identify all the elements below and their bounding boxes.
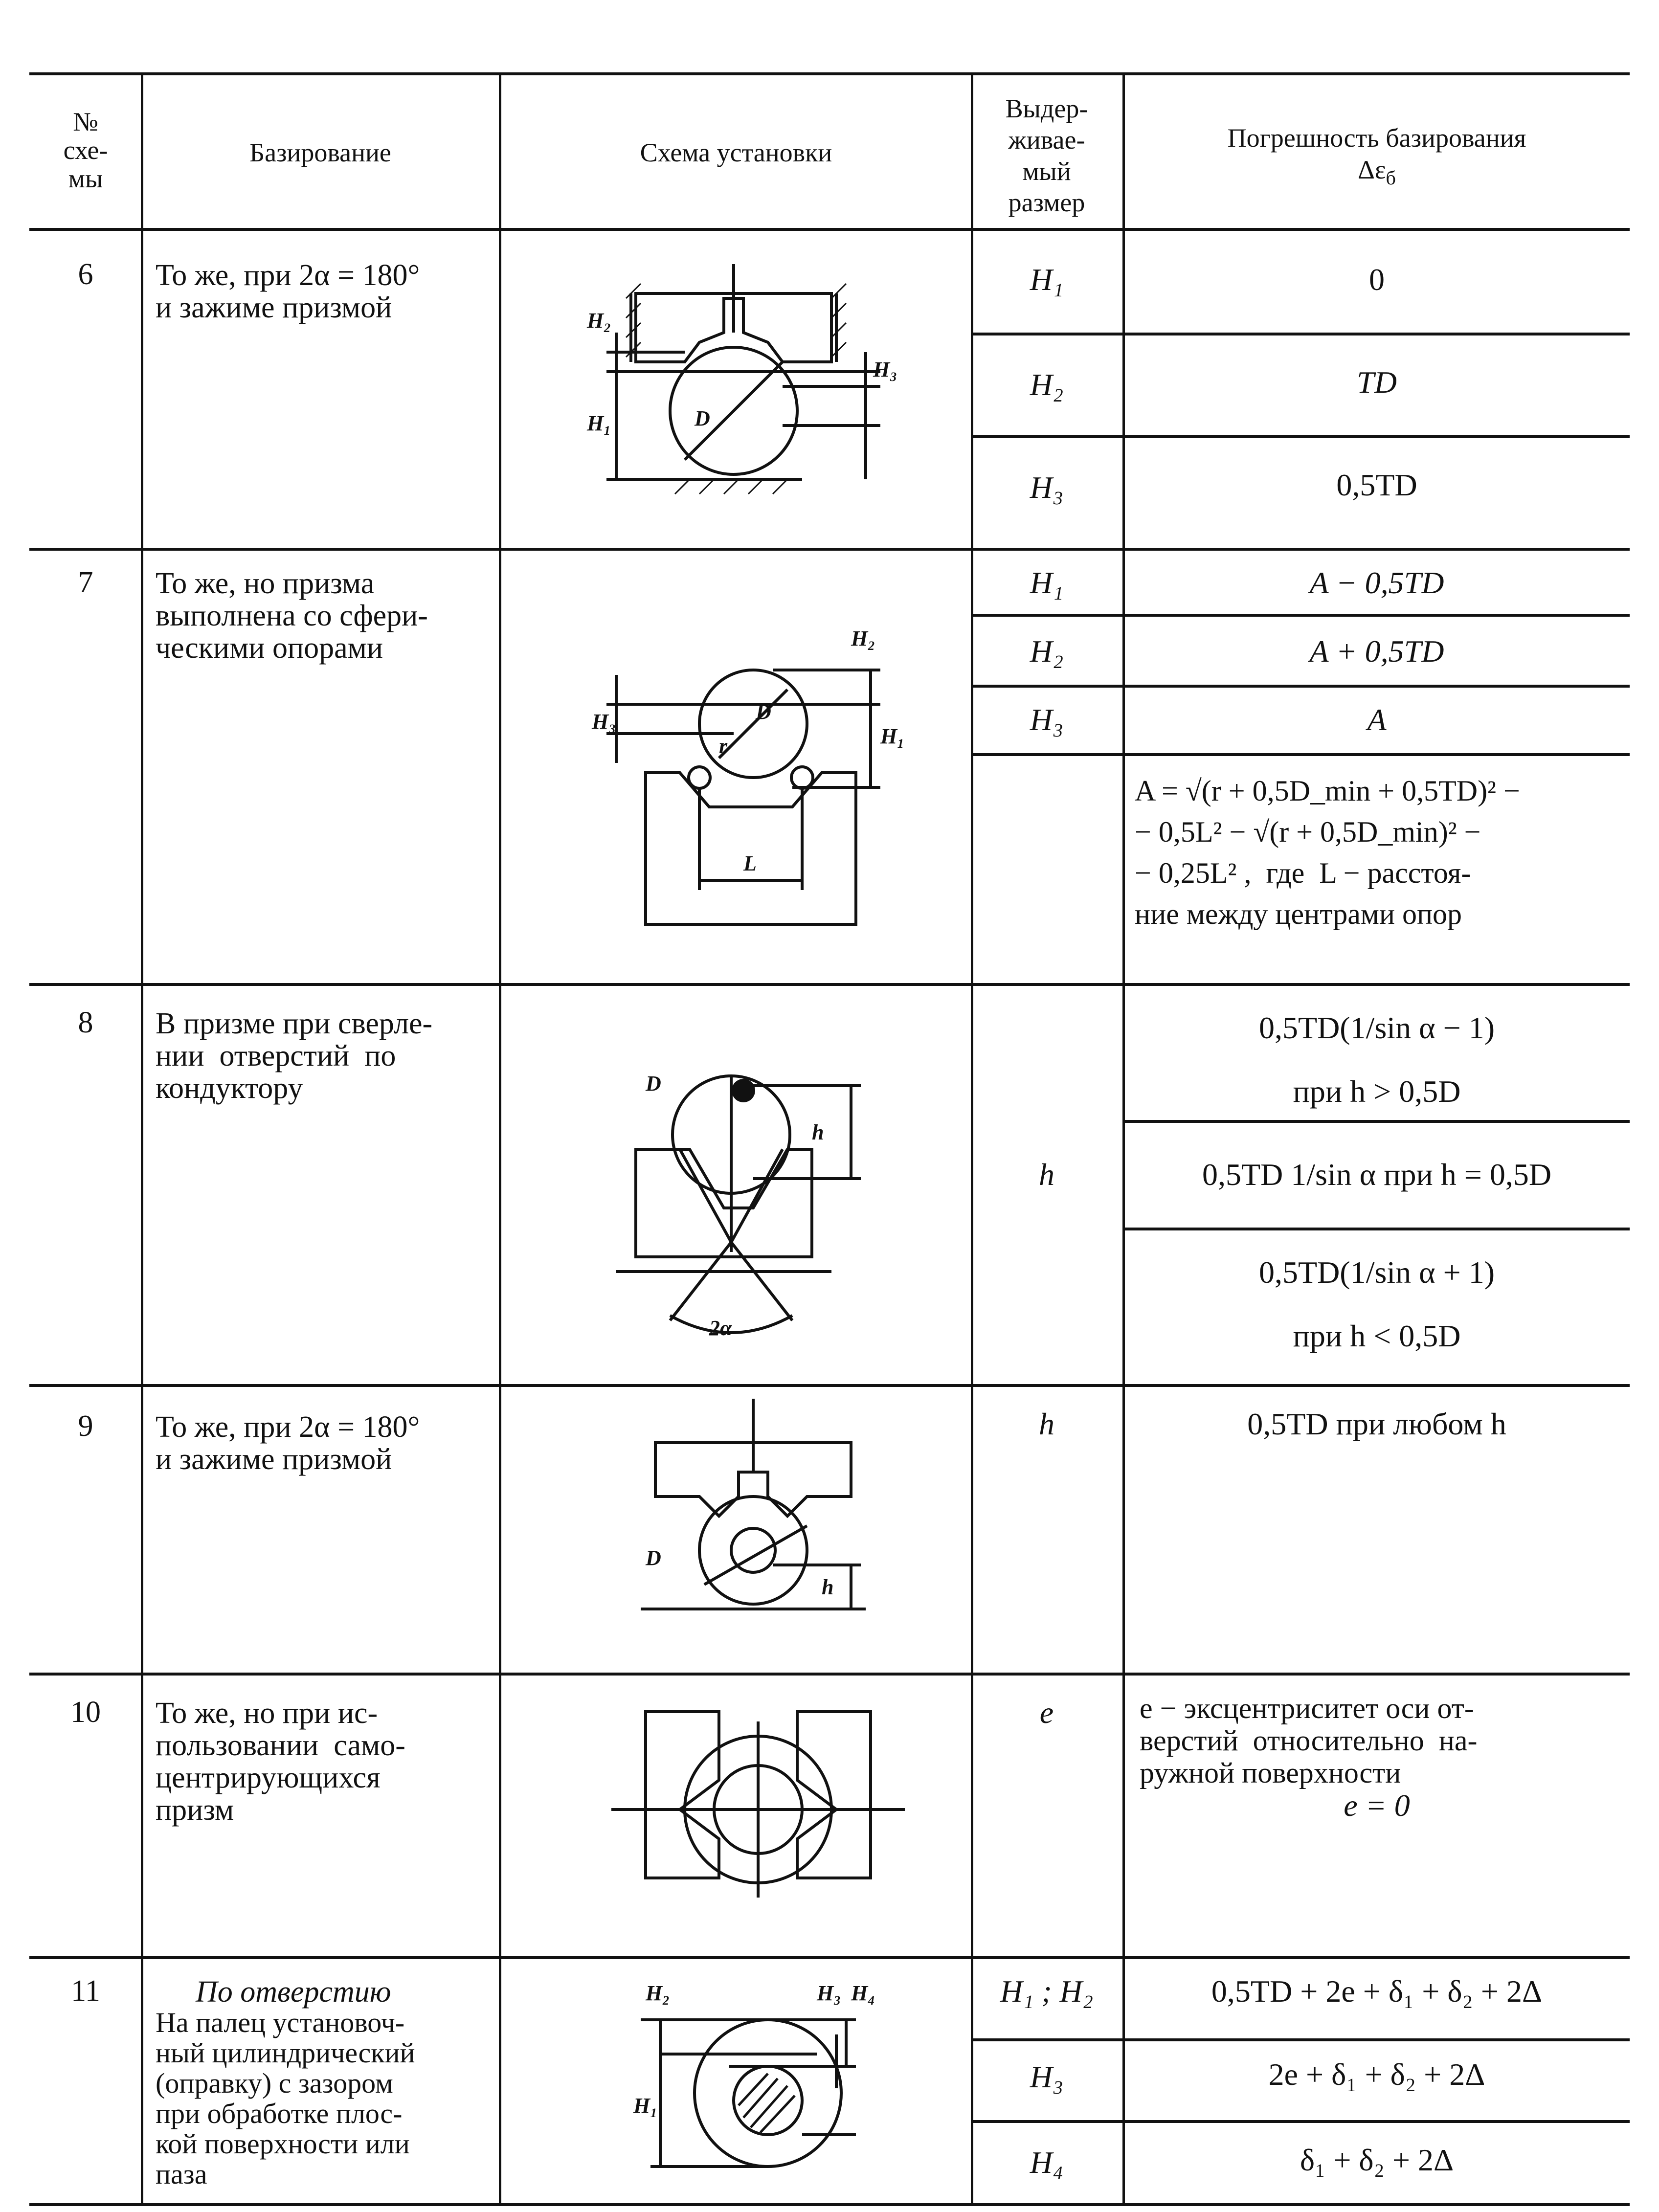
subrule-11b	[971, 2120, 1630, 2123]
col-rule-1	[141, 72, 143, 2205]
row10-dim: e	[1039, 1695, 1054, 1730]
header-error-symbol: Δε	[1358, 155, 1386, 184]
row11-label-h1: H₁	[633, 2094, 658, 2118]
header-scheme: Схема установки	[640, 138, 832, 167]
row8-label-2alpha: 2α	[709, 1316, 732, 1340]
row-rule-9-10	[29, 1673, 1630, 1676]
row11-error-2: 2e + δ₁ + δ₂ + 2Δ	[1268, 2057, 1485, 2092]
subrule-7a	[971, 614, 1630, 617]
header-num: № схе- мы	[63, 107, 108, 193]
row8-error-3-cond: при h < 0,5D	[1293, 1318, 1461, 1353]
row-rule-6-7	[29, 548, 1630, 551]
row7-dim-2: H₂	[1030, 634, 1064, 669]
row8-error-1-cond: при h > 0,5D	[1293, 1074, 1461, 1109]
subrule-11a	[971, 2038, 1630, 2041]
row11-label-h3: H₃	[817, 1981, 841, 2005]
row10-setup-diagram	[606, 1692, 910, 1927]
row11-error-3: δ₁ + δ₂ + 2Δ	[1300, 2143, 1454, 2177]
subrule-7c	[971, 753, 1630, 756]
row9-label-d: D	[646, 1546, 661, 1570]
header-error-symbol-wrap	[1125, 156, 1629, 188]
header-bottom-rule	[29, 228, 1630, 231]
row8-error-3: 0,5TD(1/sin α + 1)	[1258, 1255, 1495, 1290]
row7-error-2: A + 0,5TD	[1309, 634, 1444, 669]
row11-error-1: 0,5TD + 2e + δ₁ + δ₂ + 2Δ	[1211, 1974, 1543, 2009]
row-rule-10-11	[29, 1956, 1630, 1959]
row6-basing: То же, при 2α = 180° и зажиме призмой	[156, 259, 420, 324]
row9-label-h: h	[822, 1575, 834, 1599]
row9-dim: h	[1039, 1407, 1054, 1441]
row8-number: 8	[78, 1006, 93, 1039]
row9-basing: То же, при 2α = 180° и зажиме призмой	[156, 1410, 420, 1476]
row8-error-2: 0,5TD 1/sin α при h = 0,5D	[1202, 1157, 1552, 1192]
row6-dim-3: H₃	[1030, 470, 1064, 505]
table-top-rule	[29, 72, 1630, 75]
row9-setup-diagram	[626, 1399, 880, 1653]
row11-setup-diagram	[631, 1971, 895, 2201]
header-error-sub: б	[1386, 166, 1396, 189]
row8-error-1: 0,5TD(1/sin α − 1)	[1258, 1010, 1495, 1045]
row11-dim-1: H₁ ; H₂	[1000, 1974, 1094, 2009]
row7-label-r: r	[719, 734, 728, 758]
row7-number: 7	[78, 566, 93, 599]
row8-label-d: D	[646, 1072, 661, 1095]
row-rule-8-9	[29, 1384, 1630, 1387]
row11-dim-3: H₄	[1030, 2145, 1064, 2180]
subrule-8b	[1122, 1228, 1630, 1230]
row11-label-h2: H₂	[646, 1981, 670, 2005]
subrule-6b	[971, 435, 1630, 438]
row7-dim-3: H₃	[1030, 702, 1064, 737]
row6-label-h2: H₂	[587, 309, 611, 333]
row7-dim-1: H₁	[1030, 565, 1064, 600]
row7-label-d: D	[756, 700, 771, 724]
row9-number: 9	[78, 1409, 93, 1443]
row10-error-value: e = 0	[1344, 1788, 1410, 1823]
row6-error-1: 0	[1369, 262, 1385, 297]
subrule-8a	[1122, 1120, 1630, 1123]
row11-number: 11	[71, 1974, 100, 2008]
row6-label-d: D	[695, 406, 710, 430]
row7-error-3: A	[1367, 702, 1387, 737]
row10-basing: То же, но при ис- пользовании само- центрирующихся призм	[156, 1697, 405, 1827]
row7-label-h3: H₃	[592, 710, 616, 734]
col-rule-2	[499, 72, 501, 2205]
row11-dim-2: H₃	[1030, 2059, 1064, 2094]
row8-dim: h	[1039, 1157, 1054, 1192]
row8-setup-diagram	[606, 1037, 900, 1350]
row9-error: 0,5TD при любом h	[1247, 1407, 1506, 1441]
row11-label-h4: H₄	[851, 1981, 875, 2005]
row7-error-1: A − 0,5TD	[1309, 565, 1444, 600]
row6-label-h1: H₁	[587, 411, 611, 435]
row6-label-h3: H₃	[873, 357, 897, 381]
row6-setup-diagram	[577, 264, 900, 504]
row6-dim-1: H₁	[1030, 262, 1064, 297]
header-basing: Базирование	[249, 138, 391, 167]
row7-label-l: L	[743, 851, 757, 875]
row7-formula: A = √(r + 0,5D_min + 0,5TD)² − − 0,5L² − √(r + 0,5D_min)² − − 0,25L² , где L − расстоя- ние между центрами опор	[1135, 775, 1520, 930]
subrule-6a	[971, 333, 1630, 335]
header-dim: Выдер- живае- мый размер	[1005, 94, 1088, 217]
table-bottom-rule	[29, 2203, 1630, 2206]
row11-basing-title: По отверстию	[196, 1975, 391, 2009]
header-error-title: Погрешность базирования	[1227, 123, 1526, 153]
row8-basing: В призме при сверле- нии отверстий по кондуктору	[156, 1007, 433, 1105]
row10-number: 10	[70, 1696, 101, 1729]
row11-basing: На палец установоч- ный цилиндрический (оправку) с зазором при обработке плос- кой поверхности или паза	[156, 2007, 415, 2190]
subrule-7b	[971, 685, 1630, 688]
row6-number: 6	[78, 258, 93, 291]
row7-basing: То же, но призма выполнена со сфери- ческими опорами	[156, 567, 428, 665]
row6-dim-2: H₂	[1030, 367, 1064, 402]
row7-label-h1: H₁	[880, 724, 905, 748]
row6-error-2: TD	[1357, 365, 1397, 400]
row10-error-desc: e − эксцентриситет оси от- верстий относительно на- ружной поверхности	[1140, 1692, 1478, 1789]
row6-error-3: 0,5TD	[1336, 468, 1417, 502]
row8-label-h: h	[812, 1120, 824, 1144]
row7-label-h2: H₂	[851, 626, 875, 650]
row-rule-7-8	[29, 983, 1630, 986]
row7-setup-diagram	[587, 626, 910, 968]
